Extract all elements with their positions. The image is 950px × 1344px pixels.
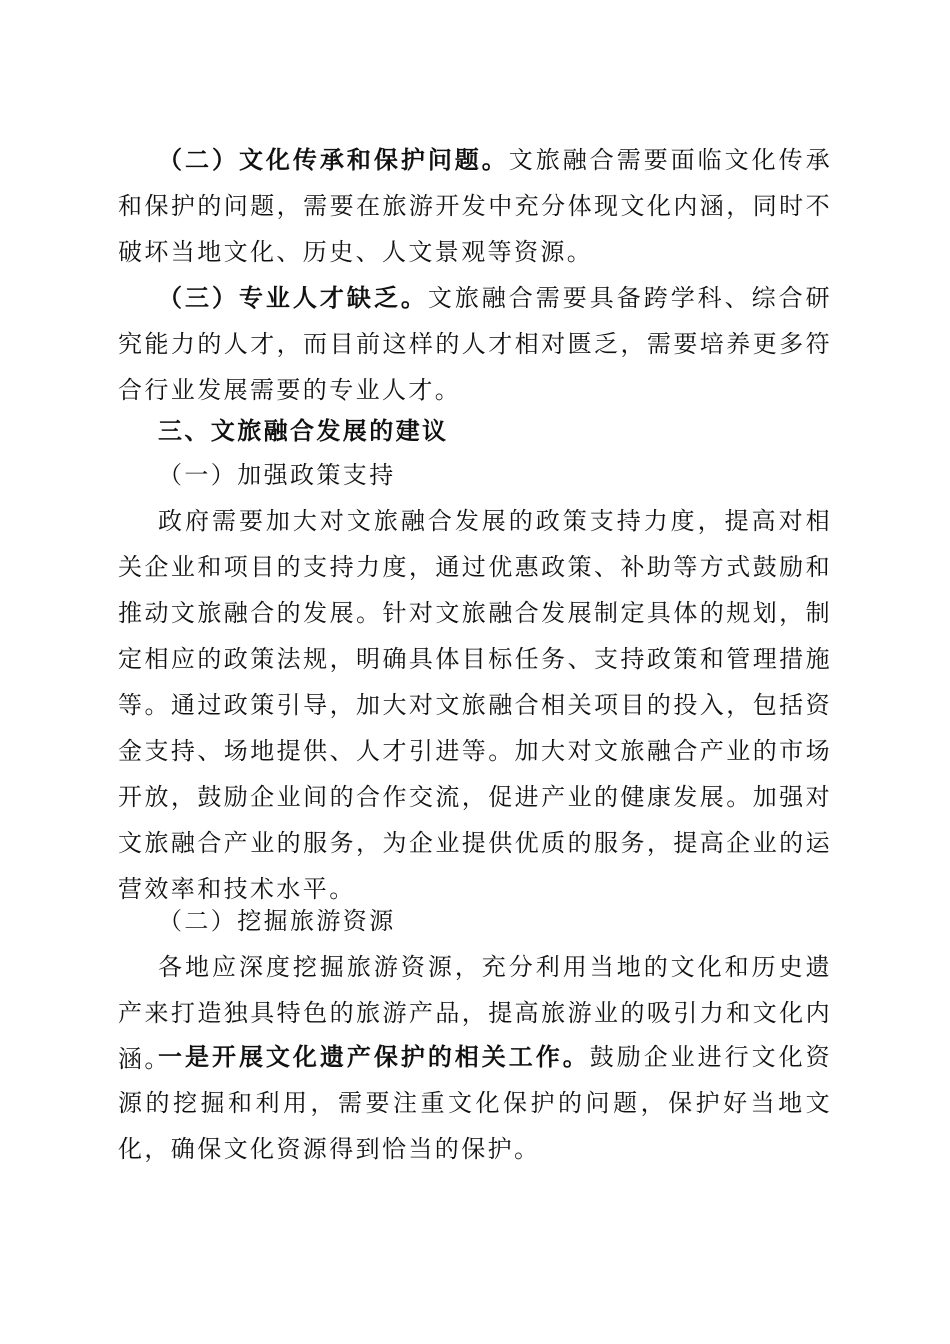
paragraph-body: 文旅融合需要面临文化传承和保护的问题，需要在旅游开发中充分体现文化内涵，同时不破坏当地文化、历史、人文景观等资源。 — [118, 146, 832, 266]
section-heading: 三、文旅融合发展的建议 — [158, 416, 449, 445]
paragraph-body: 鼓励企业进行文化资源的挖掘和利用，需要注重文化保护的问题，保护好当地文化，确保文化资源得到恰当的保护。 — [118, 1043, 832, 1163]
paragraph-talent-shortage — [118, 275, 832, 413]
paragraph-policy: 政府需要加大对文旅融合发展的政策支持力度，提高对相关企业和项目的支持力度，通过优惠政策、补助等方式鼓励和推动文旅融合的发展。针对文旅融合发展制定具体的规划，制定相应的政策法规，明确具体目标任务、支持政策和管理措施等。通过政策引导，加大对文旅融合相关项目的投入，包括资金支持、场地提供、人才引进等。加大对文旅融合产业的市场开放，鼓励企业间的合作交流，促进产业的健康发展。加强对文旅融合产业的服务，为企业提供优质的服务，提高企业的运营效率和技术水平。 — [118, 507, 832, 903]
paragraph-lead: 一是开展文化遗产保护的相关工作。 — [158, 1042, 590, 1071]
paragraph-cultural-heritage — [118, 137, 832, 275]
paragraph-lead: （三）专业人才缺乏。 — [158, 283, 428, 312]
paragraph-body: 文旅融合需要具备跨学科、综合研究能力的人才，而目前这样的人才相对匮乏，需要培养更多符合行业发展需要的专业人才。 — [118, 284, 833, 404]
subsection-heading-policy: （一）加强政策支持 — [158, 461, 396, 489]
paragraph-resources: 各地应深度挖掘旅游资源，充分利用当地的文化和历史遗产来打造独具特色的旅游产品，提高旅游业的吸引力和文化内涵。 — [118, 953, 832, 1073]
paragraph-heritage-protection — [118, 1034, 832, 1172]
paragraph-lead: （二）文化传承和保护问题。 — [158, 145, 509, 174]
subsection-heading-resources: （二）挖掘旅游资源 — [158, 907, 396, 935]
